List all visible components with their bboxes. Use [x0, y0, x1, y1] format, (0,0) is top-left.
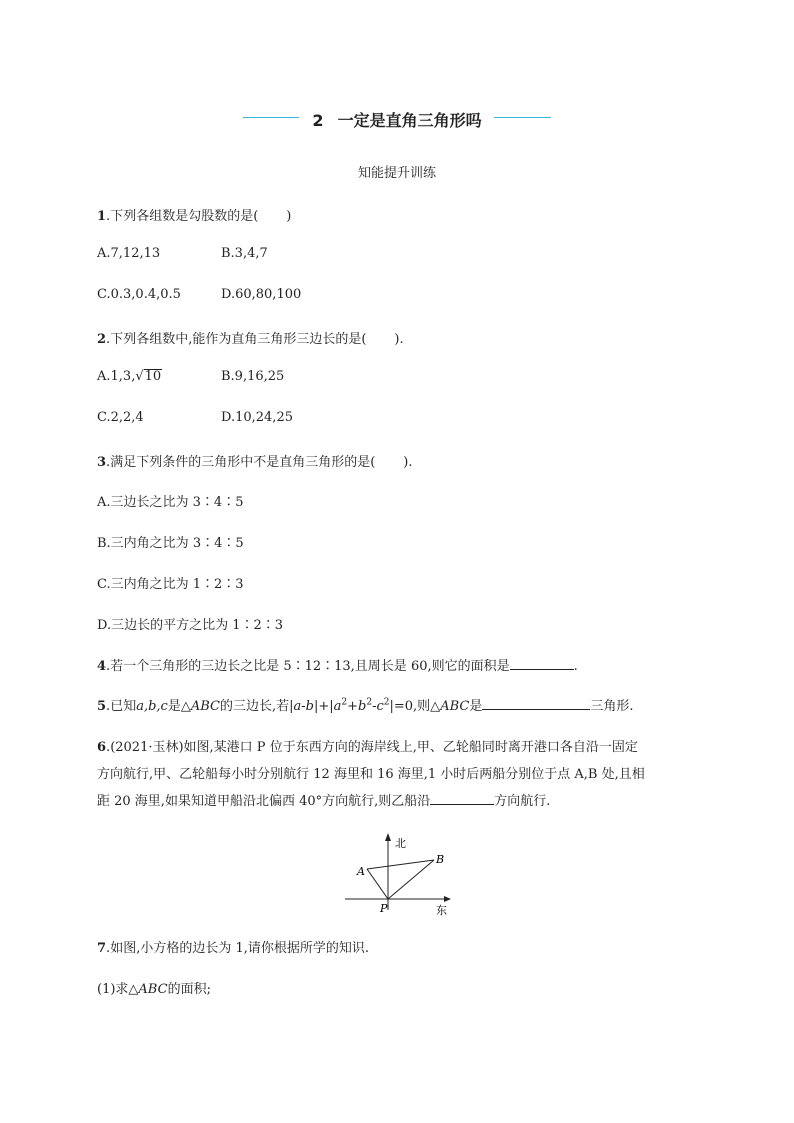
q1-option-a: A.7,12,13 — [97, 246, 161, 261]
east-arrow-icon — [444, 896, 451, 902]
section-subtitle: 知能提升训练 — [357, 166, 436, 181]
q2-option-a: A.1,3,√10 — [97, 369, 162, 384]
question-6-line-2: 方向航行,甲、乙轮船每小时分别航行 12 海里和 16 海里,1 小时后两船分别位于点 A,B 处,且相 — [97, 767, 645, 782]
page-title: 2 一定是直角三角形吗 — [312, 111, 482, 130]
north-arrow-icon — [385, 833, 391, 841]
title-block — [0, 108, 794, 144]
q3-option-a: A.三边长之比为 3∶4∶5 — [97, 495, 244, 510]
q3-option-d: D.三边长的平方之比为 1∶2∶3 — [97, 618, 284, 633]
title-rule-right — [494, 117, 551, 118]
point-a-label: A — [357, 865, 365, 878]
answer-blank-q4[interactable] — [510, 657, 574, 670]
question-3: 3.满足下列条件的三角形中不是直角三角形的是( ). — [97, 455, 413, 470]
question-7-part-1: (1)求△ABC的面积; — [97, 982, 211, 997]
q1-option-c: C.0.3,0.4,0.5 — [97, 287, 181, 302]
north-label: 北 — [395, 837, 406, 850]
question-2: 2.下列各组数中,能作为直角三角形三边长的是( ). — [97, 332, 404, 347]
question-6-line-3: 距 20 海里,如果知道甲船沿北偏西 40°方向航行,则乙船沿 方向航行. — [97, 794, 551, 809]
q3-option-c: C.三内角之比为 1∶2∶3 — [97, 577, 244, 592]
point-b-label: B — [436, 853, 445, 866]
segment-pb — [388, 860, 434, 899]
q2-option-d: D.10,24,25 — [221, 410, 293, 425]
point-p-label: P — [380, 902, 388, 915]
answer-blank-q5[interactable] — [482, 697, 590, 710]
east-label: 东 — [436, 904, 447, 917]
question-4: 4.若一个三角形的三边长之比是 5∶12∶13,且周长是 60,则它的面积是 . — [97, 659, 578, 674]
q3-option-b: B.三内角之比为 3∶4∶5 — [97, 536, 244, 551]
segment-ab — [367, 860, 434, 869]
answer-blank-q6[interactable] — [430, 792, 494, 805]
question-1: 1.下列各组数是勾股数的是( ) — [97, 209, 292, 224]
segment-pa — [367, 869, 388, 899]
q2-option-c: C.2,2,4 — [97, 410, 144, 425]
question-6-line-1: 6.(2021·玉林)如图,某港口 P 位于东西方向的海岸线上,甲、乙轮船同时离开港口各自沿一固定 — [97, 740, 638, 755]
question-5: 5.已知a,b,c是△ABC的三边长,若$|a-b|+|a^2+b^2-c^2|=0$,则△ABC是 三角形. — [97, 697, 634, 714]
harbor-figure — [340, 830, 460, 920]
title-rule-left — [243, 117, 299, 118]
q2-option-b: B.9,16,25 — [221, 369, 285, 384]
question-7: 7.如图,小方格的边长为 1,请你根据所学的知识. — [97, 941, 369, 956]
q1-option-b: B.3,4,7 — [221, 246, 268, 261]
q1-option-d: D.60,80,100 — [221, 287, 302, 302]
